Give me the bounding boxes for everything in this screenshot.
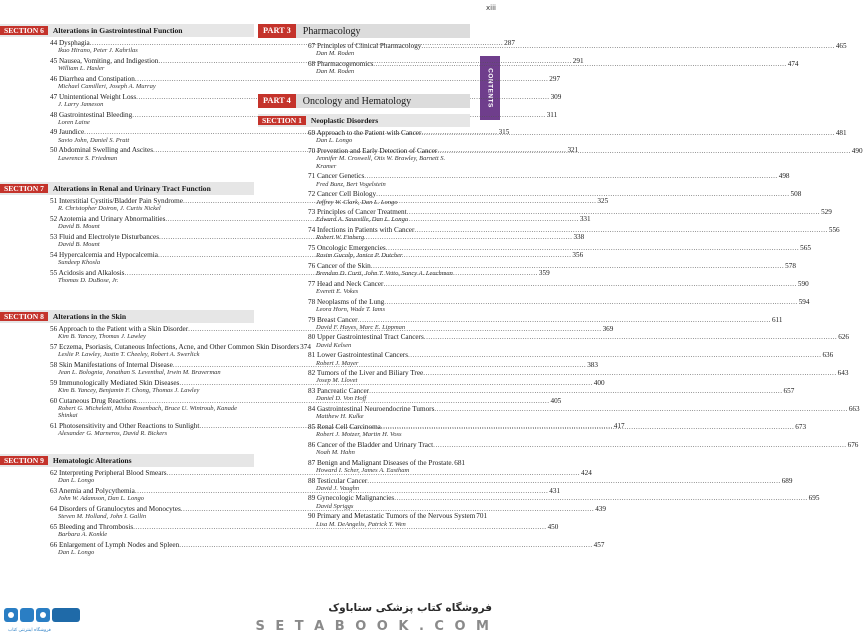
toc-entry-page: 287 xyxy=(504,39,515,47)
toc-entry-page: 681 xyxy=(454,458,465,467)
toc-entry-authors: David Spriggs xyxy=(316,502,354,510)
toc-entry-page: 338 xyxy=(573,232,585,241)
toc-entry-title: 79 Breast Cancer xyxy=(308,315,358,324)
watermark xyxy=(0,600,500,640)
toc-entry-authors: Dan L. Longo xyxy=(58,477,95,485)
toc-entry-page: 490 xyxy=(851,146,863,155)
toc-entry-authors: Dan L. Longo xyxy=(316,137,353,145)
toc-entry-authors: David B. Mount xyxy=(58,241,100,249)
contents-tab[interactable]: CONTENTS xyxy=(480,56,500,120)
section-title: Alterations in the Skin xyxy=(52,312,127,321)
toc-entry-title: 46 Diarrhea and Constipation xyxy=(50,74,135,83)
toc-entry-authors: Howard I. Scher, James A. Eastham xyxy=(316,466,410,474)
toc-entry-page: 556 xyxy=(828,226,840,235)
toc-entry-title: 83 Pancreatic Cancer xyxy=(308,387,370,396)
toc-entry-line xyxy=(50,110,558,119)
toc-entry[interactable] xyxy=(50,74,561,91)
toc-entry-title: 71 Cancer Genetics xyxy=(308,172,365,181)
toc-entry-line xyxy=(50,342,311,351)
section-header xyxy=(0,310,254,323)
toc-entry-page: 611 xyxy=(771,315,783,324)
toc-entry-page: 689 xyxy=(781,476,793,485)
toc-entry-line xyxy=(308,208,832,217)
toc-entry-page: 465 xyxy=(835,42,847,50)
toc-entry-authors: Kim B. Yancey, Benjamin F. Chong, Thomas J. Lawley xyxy=(58,386,200,394)
toc-entry-page: 383 xyxy=(587,360,598,369)
leader-dots xyxy=(394,494,807,502)
part-title: Oncology and Hematology xyxy=(302,95,412,107)
watermark-persian-text: فروشگاه کتاب پزشکی ستاباوک xyxy=(328,602,492,614)
toc-entry[interactable] xyxy=(308,279,809,296)
leader-dots xyxy=(386,244,799,252)
toc-entry-page: 369 xyxy=(602,325,614,333)
part-tag: PART 4 xyxy=(258,94,296,108)
leader-dots xyxy=(179,541,592,549)
toc-entry-authors: Michael Camilleri, Joseph A. Murray xyxy=(58,83,156,91)
toc-entry-title: 69 Approach to the Patient with Cancer xyxy=(308,129,422,137)
toc-entry-line xyxy=(308,494,820,503)
section-header xyxy=(0,24,254,37)
toc-entry-page: 578 xyxy=(785,261,796,270)
leader-dots xyxy=(434,405,847,413)
leader-dots xyxy=(407,208,820,216)
toc-entry-authors: Jeffrey W. Clark, Dan L. Longo xyxy=(316,198,398,206)
toc-entry[interactable] xyxy=(50,342,311,359)
toc-entry-title: 80 Upper Gastrointestinal Tract Cancers xyxy=(308,333,424,342)
part-title: Pharmacology xyxy=(302,25,361,37)
toc-entry-page: 450 xyxy=(547,522,559,531)
toc-entry-title: 60 Cutaneous Drug Reactions xyxy=(50,396,137,405)
toc-entry-authors: Robert W. Finberg xyxy=(316,234,365,242)
section-tag: SECTION 8 xyxy=(0,312,48,321)
toc-entry-line xyxy=(308,243,811,252)
toc-entry-line xyxy=(308,440,859,449)
leader-dots xyxy=(376,190,789,198)
toc-entry-line xyxy=(308,351,834,360)
toc-entry-authors: Robert J. Motzer, Martin H. Voss xyxy=(316,431,402,439)
toc-entry-title: 56 Approach to the Patient with a Skin Disorder xyxy=(50,325,189,333)
toc-entry-title: 74 Infections in Patients with Cancer xyxy=(308,226,415,235)
section-title: Hematologic Alterations xyxy=(52,456,132,465)
toc-entry-authors: William L. Hasler xyxy=(58,65,105,73)
toc-entry-authors: David J. Vaughn xyxy=(316,484,360,492)
toc-entry-line xyxy=(308,279,809,288)
toc-entry[interactable] xyxy=(308,512,488,528)
toc-entry-authors: R. Christopher Doiron, J. Curtis Nickel xyxy=(58,205,161,213)
toc-entry-page: 663 xyxy=(848,404,860,413)
toc-entry-page: 315 xyxy=(498,128,510,137)
toc-entry-title: 64 Disorders of Granulocytes and Monocytes xyxy=(50,504,181,513)
leader-dots xyxy=(381,423,794,431)
toc-entry-title: 57 Eczema, Psoriasis, Cutaneous Infections, Acne, and Other Common Skin Disorders xyxy=(50,342,300,351)
toc-entry-page: 565 xyxy=(800,243,811,252)
toc-entry-authors: Dan M. Roden xyxy=(316,50,355,58)
toc-entry-page: 405 xyxy=(550,396,562,405)
toc-entry-title: 86 Cancer of the Bladder and Urinary Tract xyxy=(308,440,434,449)
leader-dots xyxy=(373,60,786,68)
toc-entry-line xyxy=(50,74,561,83)
toc-entry-authors: Lisa M. DeAngelis, Patrick Y. Wen xyxy=(316,520,406,528)
toc-entry-authors: Alexander G. Marneros, David R. Bickers xyxy=(58,430,168,438)
toc-entry-authors: Robert J. Mayer xyxy=(316,359,359,367)
toc-entry-line xyxy=(308,297,810,306)
section-tag: SECTION 9 xyxy=(0,456,48,465)
toc-entry-title: 50 Abdominal Swelling and Ascites xyxy=(50,146,154,155)
toc-entry-title: 67 Principles of Clinical Pharmacology xyxy=(308,42,422,50)
toc-entry-page: 331 xyxy=(579,214,591,223)
toc-entry-authors: Edward A. Sausville, Dan L. Longo xyxy=(316,216,409,224)
section-header xyxy=(258,114,470,127)
toc-entry-title: 62 Interpreting Peripheral Blood Smears xyxy=(50,469,167,477)
toc-entry-page: 626 xyxy=(838,333,849,342)
toc-entry-title: 48 Gastrointestinal Bleeding xyxy=(50,110,133,119)
toc-entry-line xyxy=(308,172,790,181)
toc-entry-title: 88 Testicular Cancer xyxy=(308,476,368,485)
toc-entry-line xyxy=(50,540,605,549)
toc-entry[interactable] xyxy=(308,333,849,349)
toc-entry-page: 424 xyxy=(581,469,592,477)
leader-dots xyxy=(369,387,782,395)
section-title: Alterations in Gastrointestinal Function xyxy=(52,26,183,35)
toc-entry-title: 75 Oncologic Emergencies xyxy=(308,243,386,252)
toc-entry-title: 44 Dysphagia xyxy=(50,39,90,47)
section-title: Alterations in Renal and Urinary Tract Function xyxy=(52,184,211,193)
toc-entry-page: 636 xyxy=(822,351,834,360)
toc-entry-authors: Rasim Gucalp, Janice P. Dutcher xyxy=(316,252,403,260)
section-tag: SECTION 7 xyxy=(0,184,48,193)
toc-entry-title: 61 Photosensitivity and Other Reactions to Sunlight xyxy=(50,422,200,431)
toc-entry-title: 82 Tumors of the Liver and Biliary Tree xyxy=(308,369,424,378)
leader-dots xyxy=(421,129,834,137)
leader-dots xyxy=(367,477,780,485)
toc-entry-title: 53 Fluid and Electrolyte Disturbances xyxy=(50,232,159,241)
toc-entry-page: 309 xyxy=(550,92,562,101)
toc-entry-page: 297 xyxy=(549,74,561,83)
toc-entry[interactable] xyxy=(308,172,790,188)
toc-entry[interactable] xyxy=(308,404,860,421)
toc-entry-line xyxy=(308,369,849,378)
toc-entry-title: 90 Primary and Metastatic Tumors of the Nervous System xyxy=(308,512,476,521)
toc-entry-line xyxy=(308,333,849,342)
toc-entry-title: 77 Head and Neck Cancer xyxy=(308,279,384,288)
toc-entry-authors: Robert G. Micheletti, Misha Rosenbach, Bruce U. Wintroub, Kanade Shinkai xyxy=(58,404,238,420)
toc-entry-authors: Jean L. Bolognia, Jonathan S. Leventhal, Irwin M. Braverman xyxy=(58,369,221,377)
section-tag: SECTION 6 xyxy=(0,26,48,35)
toc-entry-title: 72 Cancer Cell Biology xyxy=(308,190,377,199)
part-header xyxy=(258,94,470,108)
toc-entry-authors: Ikuo Hirano, Peter J. Kahrilas xyxy=(58,47,138,55)
toc-entry-page: 643 xyxy=(837,369,849,378)
toc-entry-title: 65 Bleeding and Thrombosis xyxy=(50,522,134,531)
section-header xyxy=(0,182,254,195)
toc-entry-authors: Steven M. Holland, John I. Gallin xyxy=(58,513,147,521)
toc-entry-authors: Leslie P. Lawley, Justin T. Cheeley, Robert A. Swerlick xyxy=(58,351,200,359)
section-header xyxy=(0,454,254,467)
toc-entry-authors: David B. Mount xyxy=(58,223,100,231)
toc-entry-line xyxy=(308,404,860,413)
toc-entry-authors: Josep M. Llovet xyxy=(316,377,358,385)
toc-entry-page: 508 xyxy=(790,190,802,199)
toc-entry-authors: Lawrence S. Friedman xyxy=(58,154,118,162)
toc-entry-title: 85 Renal Cell Carcinoma xyxy=(308,422,381,431)
page-number: xiii xyxy=(486,4,496,12)
toc-entry-title: 47 Unintentional Weight Loss xyxy=(50,92,137,101)
watermark-url[interactable]: S E T A B O O K . C O M xyxy=(255,619,492,634)
toc-entry-title: 51 Interstitial Cystitis/Bladder Pain Syndrome xyxy=(50,197,183,205)
toc-entry-authors: Barbara A. Konkle xyxy=(58,530,108,538)
toc-entry-line xyxy=(308,315,783,324)
section-title: Neoplastic Disorders xyxy=(310,116,379,125)
toc-entry-title: 58 Skin Manifestations of Internal Disease xyxy=(50,360,173,369)
leader-dots xyxy=(364,172,777,180)
toc-entry-line xyxy=(308,459,465,467)
toc-entry-page: 374 xyxy=(300,342,311,351)
leader-dots xyxy=(371,262,784,270)
toc-entry-line xyxy=(308,476,793,485)
toc-entry-title: 49 Jaundice xyxy=(50,128,85,137)
leader-dots xyxy=(433,441,846,449)
toc-entry-page: 457 xyxy=(593,540,605,549)
leader-dots xyxy=(421,42,834,50)
toc-entry-authors: David F. Hayes, Marc E. Lippman xyxy=(316,323,406,331)
toc-entry-authors: Sundeep Khosla xyxy=(58,258,101,266)
toc-entry[interactable] xyxy=(50,540,605,557)
toc-entry-page: 657 xyxy=(783,387,795,396)
leader-dots xyxy=(384,298,797,306)
toc-entry-title: 52 Azotemia and Urinary Abnormalities xyxy=(50,214,166,223)
toc-entry-title: 55 Acidosis and Alkalosis xyxy=(50,268,125,277)
leader-dots xyxy=(423,369,836,377)
toc-entry[interactable] xyxy=(308,297,810,314)
toc-entry-page: 701 xyxy=(476,512,488,521)
toc-entry-page: 481 xyxy=(835,129,847,137)
leader-dots xyxy=(437,147,850,155)
toc-entry-page: 439 xyxy=(595,504,606,513)
toc-entry[interactable] xyxy=(308,459,465,475)
toc-entry-authors: John W. Adamson, Dan L. Longo xyxy=(58,495,144,503)
toc-entry[interactable] xyxy=(308,440,859,457)
toc-entry-authors: Thomas D. DuBose, Jr. xyxy=(58,276,119,284)
toc-entry-authors: Dan L. Longo xyxy=(58,548,95,556)
toc-entry-line xyxy=(308,261,796,270)
toc-entry-title: 45 Nausea, Vomiting, and Indigestion xyxy=(50,56,159,65)
toc-entry-authors: Loren Laine xyxy=(58,118,90,126)
toc-entry-authors: Kim B. Yancey, Thomas J. Lawley xyxy=(58,333,146,341)
toc-entry-page: 291 xyxy=(572,56,584,65)
toc-entry-page: 321 xyxy=(567,146,579,155)
leader-dots xyxy=(383,280,796,288)
toc-entry-title: 73 Principles of Cancer Treatment xyxy=(308,208,407,217)
toc-entry-line xyxy=(308,190,802,199)
toc-entry-page: 673 xyxy=(795,422,807,431)
section-tag: SECTION 1 xyxy=(258,116,306,125)
toc-entry-authors: Noah M. Hahn xyxy=(316,449,355,457)
toc-entry-page: 474 xyxy=(787,59,799,68)
toc-entry-title: 89 Gynecologic Malignancies xyxy=(308,494,395,503)
toc-entry-page: 529 xyxy=(821,208,832,217)
toc-entry-authors: Matthew H. Kulke xyxy=(316,413,364,421)
toc-entry-page: 400 xyxy=(593,378,605,387)
toc-entry-page: 417 xyxy=(613,422,625,431)
leader-dots xyxy=(135,75,548,83)
toc-entry-page: 594 xyxy=(798,297,810,306)
toc-entry-title: 87 Benign and Malignant Diseases of the Prostate xyxy=(308,458,452,467)
toc-entry-title: 81 Lower Gastrointestinal Cancers xyxy=(308,351,408,360)
toc-entry-authors: Daniel D. Von Hoff xyxy=(316,395,367,403)
toc-entry-authors: J. Larry Jameson xyxy=(58,100,104,108)
toc-entry-title: 54 Hypercalcemia and Hypocalcemia xyxy=(50,250,158,259)
toc-entry-page: 590 xyxy=(797,279,809,288)
toc-entry-line xyxy=(308,226,840,235)
toc-entry-title: 66 Enlargement of Lymph Nodes and Spleen xyxy=(50,540,180,549)
toc-entry-title: 59 Immunologically Mediated Skin Diseases xyxy=(50,378,180,387)
leader-dots xyxy=(408,351,821,359)
toc-entry-title: 68 Pharmacogenomics xyxy=(308,59,374,68)
toc-entry-page: 498 xyxy=(778,172,790,181)
toc-entry-page: 676 xyxy=(847,440,859,449)
toc-entry-title: 76 Cancer of the Skin xyxy=(308,261,371,270)
leader-dots xyxy=(414,226,827,234)
part-tag: PART 3 xyxy=(258,24,296,38)
toc-entry-authors: Brendan D. Curti, John T. Vetto, Sancy A. Leachman xyxy=(316,270,453,278)
toc-entry-page: 311 xyxy=(546,110,558,119)
toc-entry-authors: Dan M. Roden xyxy=(316,68,355,76)
toc-entry-page: 356 xyxy=(572,250,584,259)
toc-entry-authors: Savio John, Daniel S. Pratt xyxy=(58,136,130,144)
toc-entry-line xyxy=(308,387,795,396)
toc-entry-page: 695 xyxy=(808,494,820,503)
toc-entry-authors: Leora Horn, Wade T. Iams xyxy=(316,305,385,313)
leader-dots xyxy=(358,316,771,324)
toc-entry-authors: David Kelsen xyxy=(316,341,352,349)
toc-entry-authors: Everett E. Vokes xyxy=(316,288,359,296)
toc-entry-title: 63 Anemia and Polycythemia xyxy=(50,486,135,495)
part-header xyxy=(258,24,470,38)
toc-entry-page: 325 xyxy=(597,197,609,205)
logo-subtitle: فروشگاه اینترنتی کتاب xyxy=(8,628,51,633)
toc-entry-authors: Jennifer M. Croswell, Otis W. Brawley, Barnett S. Kramer xyxy=(316,155,446,170)
toc-entry-title: 84 Gastrointestinal Neuroendocrine Tumors xyxy=(308,404,435,413)
toc-entry-authors: Fred Bunz, Bert Vogelstein xyxy=(316,180,386,188)
toc-entry-title: 70 Prevention and Early Detection of Cancer xyxy=(308,146,438,155)
toc-entry-page: 431 xyxy=(549,486,561,495)
toc-entry-page: 359 xyxy=(538,268,550,277)
toc-entry-line xyxy=(308,512,488,521)
toc-entry-title: 78 Neoplasms of the Lung xyxy=(308,297,385,306)
leader-dots xyxy=(424,333,837,341)
